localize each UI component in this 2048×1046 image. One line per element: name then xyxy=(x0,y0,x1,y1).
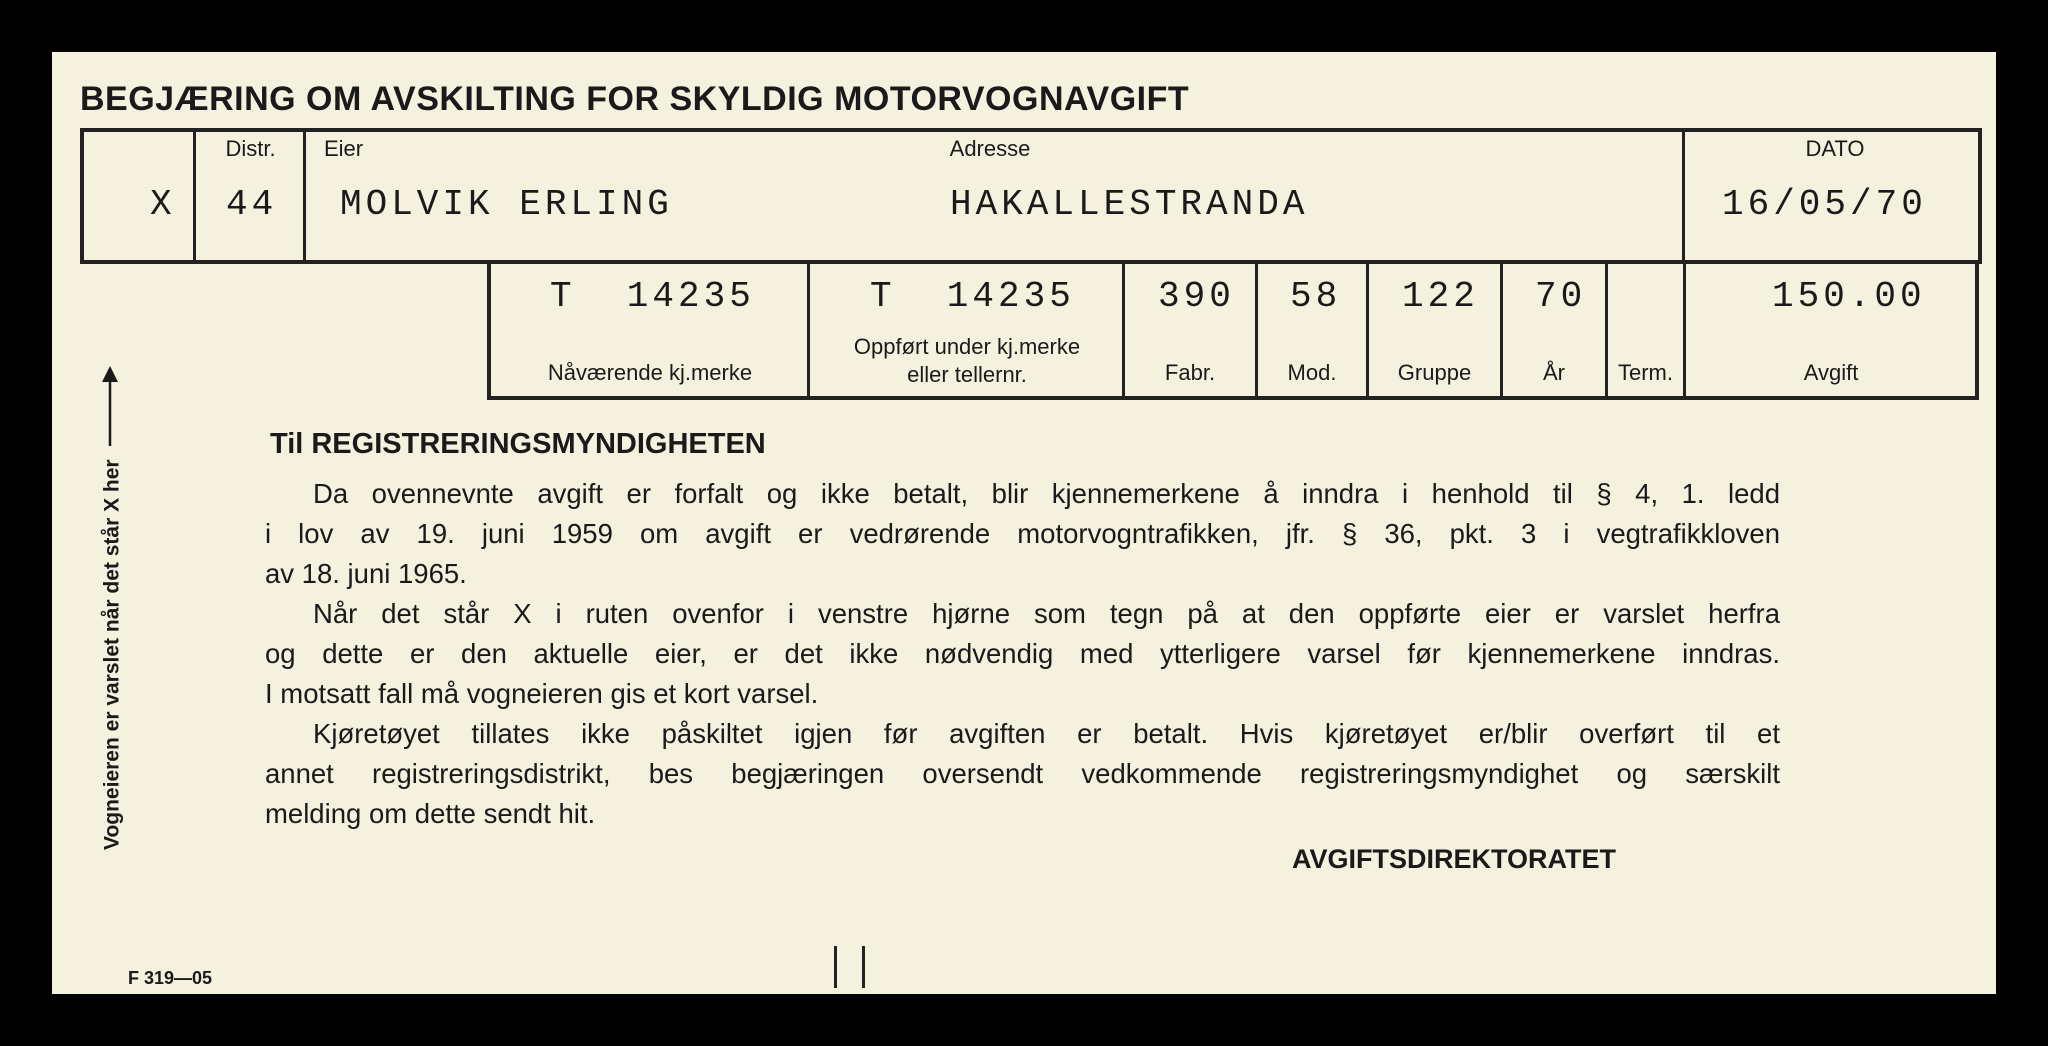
gruppe-value: 122 xyxy=(1402,276,1479,317)
label-gruppe: Gruppe xyxy=(1397,360,1472,385)
p3-line-3: melding om dette sendt hit. xyxy=(265,798,596,829)
form-title: BEGJÆRING OM AVSKILTING FOR SKYLDIG MOTORVOGNAVGIFT xyxy=(80,80,1190,118)
label-adresse: Adresse xyxy=(949,136,1031,161)
header-top-rule xyxy=(80,128,1982,132)
mod-value: 58 xyxy=(1290,276,1342,317)
divider-mark-distr xyxy=(193,128,196,264)
label-listed-plate-line2: eller tellernr. xyxy=(907,362,1027,387)
label-dato: DATO xyxy=(1805,136,1865,161)
label-distr: Distr. xyxy=(225,136,276,161)
header-bottom-rule xyxy=(80,260,1982,264)
label-avgift: Avgift xyxy=(1803,360,1859,385)
divider-current-listed xyxy=(807,264,810,398)
notified-mark: X xyxy=(150,184,176,225)
p3-line-1: Kjøretøyet tillates ikke påskiltet igjen før avgiften er betalt. Hvis kjøretøyet er/blir overført til et xyxy=(313,718,1780,749)
body-paragraph-3 xyxy=(265,714,1780,834)
fabr-value: 390 xyxy=(1158,276,1235,317)
label-listed-plate-line1: Oppført under kj.merke xyxy=(853,334,1081,359)
bottom-tick-right xyxy=(862,946,865,988)
label-fabr: Fabr. xyxy=(1164,360,1216,385)
vehicle-left-rule xyxy=(487,264,491,400)
p2-line-1: Når det står X i ruten ovenfor i venstre hjørne som tegn på at den oppførte eier er varslet herfra xyxy=(313,598,1780,629)
p3-line-2: annet registreringsdistrikt, bes begjæringen oversendt vedkommende registreringsmyndighet og særskilt xyxy=(265,758,1780,789)
p2-line-2: og dette er den aktuelle eier, er det ikke nødvendig med ytterligere varsel før kjennemerkene inndras. xyxy=(265,638,1780,669)
label-eier: Eier xyxy=(324,136,364,161)
recipient-heading: Til REGISTRERINGSMYNDIGHETEN xyxy=(270,428,766,460)
avgift-value: 150.00 xyxy=(1772,276,1926,317)
bottom-tick-left xyxy=(834,946,837,988)
label-current-plate: Nåværende kj.merke xyxy=(547,360,753,385)
body-paragraph-1 xyxy=(265,474,1780,594)
p1-line-2: i lov av 19. juni 1959 om avgift er vedrørende motorvogntrafikken, jfr. § 36, pkt. 3 i vegtrafikkloven xyxy=(265,518,1780,549)
divider-adresse-dato xyxy=(1682,128,1685,264)
signature: AVGIFTSDIREKTORATET xyxy=(1292,844,1616,874)
label-ar: År xyxy=(1543,360,1565,385)
district-value: 44 xyxy=(226,184,278,225)
form-number: F 319—05 xyxy=(128,968,213,988)
date-value: 16/05/70 xyxy=(1722,184,1927,225)
side-note xyxy=(100,366,126,850)
arrow-up-icon xyxy=(100,366,126,446)
label-term: Term. xyxy=(1618,360,1673,385)
vehicle-bottom-rule xyxy=(487,396,1979,400)
p1-line-1: Da ovennevnte avgift er forfalt og ikke betalt, blir kjennemerkene å inndra i henhold til § 4, 1. ledd xyxy=(313,478,1780,509)
divider-distr-eier xyxy=(303,128,306,264)
current-plate-value: T 14235 xyxy=(550,276,755,317)
p1-line-3: av 18. juni 1965. xyxy=(265,558,467,589)
body-paragraph-2 xyxy=(265,594,1780,714)
ar-value: 70 xyxy=(1535,276,1587,317)
side-note-text: Vogneieren er varslet når det står X her xyxy=(100,459,124,850)
p2-line-3: I motsatt fall må vogneieren gis et kort varsel. xyxy=(265,678,819,709)
label-mod: Mod. xyxy=(1287,360,1337,385)
listed-plate-value: T 14235 xyxy=(870,276,1075,317)
owner-value: MOLVIK ERLING xyxy=(340,184,673,225)
address-value: HAKALLESTRANDA xyxy=(950,184,1309,225)
header-left-rule xyxy=(80,128,84,264)
